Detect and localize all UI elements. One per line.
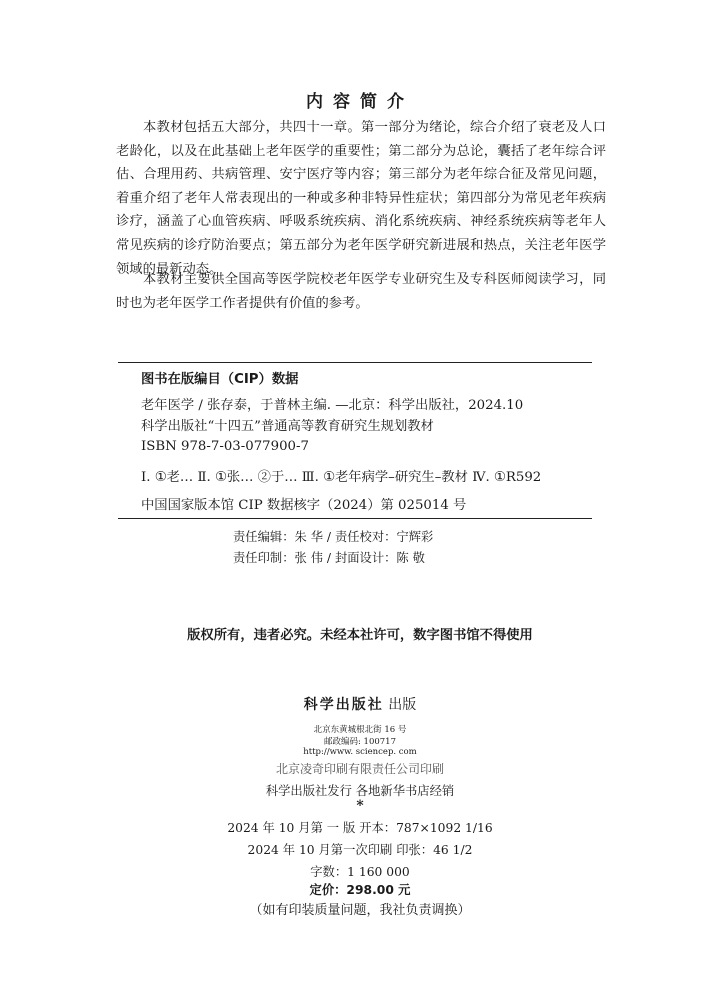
publisher-logo-text: 科学出版社 (303, 697, 384, 713)
publisher-website: http://www. sciencep. com (303, 747, 417, 757)
intro-paragraph-2 (116, 268, 606, 315)
intro-paragraph-2-text: 本教材主要供全国高等医学院校老年医学专业研究生及专科医师阅读学习，同时也为老年医学工作者提供有价值的参考。 (116, 272, 606, 311)
price: 定价：298.00 元 (309, 883, 411, 897)
publisher-line (0, 694, 720, 714)
page-title: 内容简介 (306, 92, 414, 112)
cip-isbn: ISBN 978-7-03-077900-7 (141, 439, 309, 454)
cip-heading: 图书在版编目（CIP）数据 (141, 372, 299, 387)
publisher-postcode: 邮政编码: 100717 (323, 737, 396, 747)
printer-line: 北京凌奇印刷有限责任公司印刷 (275, 762, 444, 776)
editors-line-1: 责任编辑：朱 华 / 责任校对：宁辉彩 (233, 530, 434, 544)
publisher-address: 北京东黄城根北街 16 号 (313, 725, 407, 735)
intro-paragraph-1-text: 本教材包括五大部分，共四十一章。第一部分为绪论，综合介绍了衰老及人口老龄化，以及在此基础上老年医学的重要性；第二部分为总论，囊括了老年综合评估、合理用药、共病管理、安宁医疗等内容；第三部分为老年综合征及常见问题，着重介绍了老年人常表现出的一种或多种非特异性症状；第四部分为常见老年疾病诊疗，涵盖了心血管疾病、呼吸系统疾病、消化系统疾病、神经系统疾病等老年人常见疾病的诊疗防治要点；第五部分为老年医学研究新进展和热点，关注老年医学领域的最新动态。 (116, 120, 606, 277)
edition-line: 2024 年 10 月第 一 版 开本：787×1092 1/16 (227, 821, 493, 835)
publisher-suffix: 出版 (388, 697, 417, 713)
cip-bottom-rule (118, 518, 592, 519)
cip-record-number: 中国国家版本馆 CIP 数据核字（2024）第 025014 号 (141, 498, 467, 513)
cip-bibliographic-line: 老年医学 / 张存泰，于普林主编. —北京：科学出版社，2024.10 (141, 398, 524, 413)
distribution-line: 科学出版社发行 各地新华书店经销 (265, 784, 455, 798)
intro-paragraph-1 (116, 116, 606, 281)
cip-series-line: 科学出版社“十四五”普通高等教育研究生规划教材 (141, 419, 434, 434)
editors-line-2: 责任印制：张 伟 / 封面设计：陈 敬 (233, 551, 425, 565)
word-count: 字数：1 160 000 (310, 865, 410, 879)
cip-top-rule (118, 362, 592, 363)
quality-note: （如有印装质量问题，我社负责调换） (249, 903, 471, 918)
copyright-notice: 版权所有，违者必究。未经本社许可，数字图书馆不得使用 (187, 628, 533, 643)
printing-line: 2024 年 10 月第一次印刷 印张：46 1/2 (247, 843, 473, 857)
cip-classification: Ⅰ. ①老… Ⅱ. ①张… ②于… Ⅲ. ①老年病学–研究生–教材 Ⅳ. ①R592 (141, 470, 542, 485)
separator-star: * (356, 798, 364, 814)
